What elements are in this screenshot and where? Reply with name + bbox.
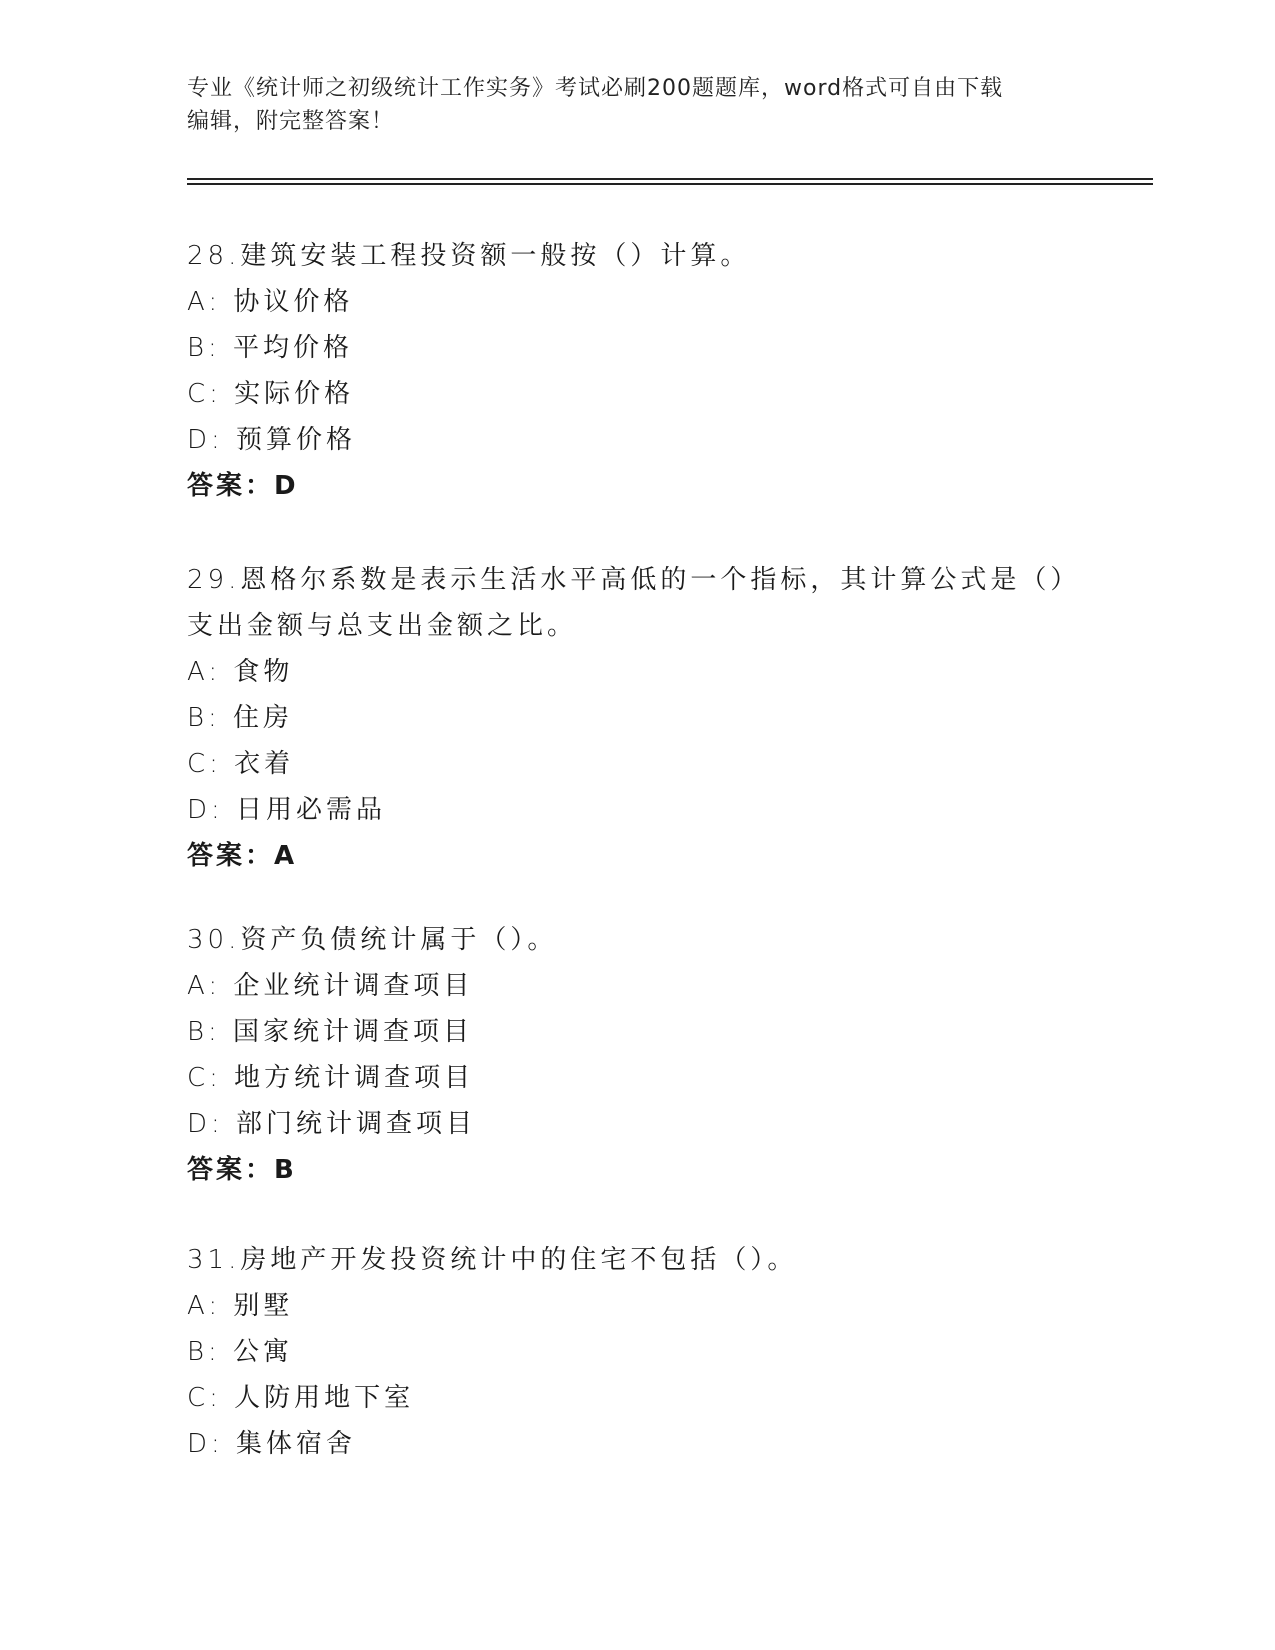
option-c: C: 地方统计调查项目 [187,1063,475,1093]
option-a: A: 协议价格 [187,287,354,317]
option-b: B: 平均价格 [187,333,354,363]
question-28 [187,233,1087,509]
answer-label: 答案：B [187,1155,297,1185]
answer-label: 答案：D [187,471,299,501]
option-a: A: 别墅 [187,1291,294,1321]
answer-label: 答案：A [187,841,298,871]
option-b: B: 住房 [187,703,294,733]
option-d: D: 集体宿舍 [187,1429,357,1459]
option-d: D: 日用必需品 [187,795,387,825]
header-divider-top [187,178,1153,180]
question-stem: 29.恩格尔系数是表示生活水平高低的一个指标，其计算公式是（）支出金额与总支出金额之比。 [187,565,1081,641]
option-d: D: 部门统计调查项目 [187,1109,477,1139]
question-29 [187,557,1087,879]
option-c: C: 人防用地下室 [187,1383,415,1413]
option-b: B: 国家统计调查项目 [187,1017,474,1047]
question-stem: 28.建筑安装工程投资额一般按（）计算。 [187,241,751,271]
question-31 [187,1237,1087,1467]
option-b: B: 公寓 [187,1337,294,1367]
option-c: C: 实际价格 [187,379,355,409]
header-line-1: 专业《统计师之初级统计工作实务》考试必刷200题题库，word格式可自由下载 [187,76,1004,101]
question-stem: 31.房地产开发投资统计中的住宅不包括（）。 [187,1245,798,1275]
document-header [187,72,1087,138]
question-stem: 30.资产负债统计属于（）。 [187,925,558,955]
option-a: A: 食物 [187,657,294,687]
option-d: D: 预算价格 [187,425,357,455]
option-a: A: 企业统计调查项目 [187,971,474,1001]
option-c: C: 衣着 [187,749,295,779]
header-divider-bottom [187,183,1153,185]
question-30 [187,917,1087,1193]
header-line-2: 编辑，附完整答案！ [187,109,395,134]
